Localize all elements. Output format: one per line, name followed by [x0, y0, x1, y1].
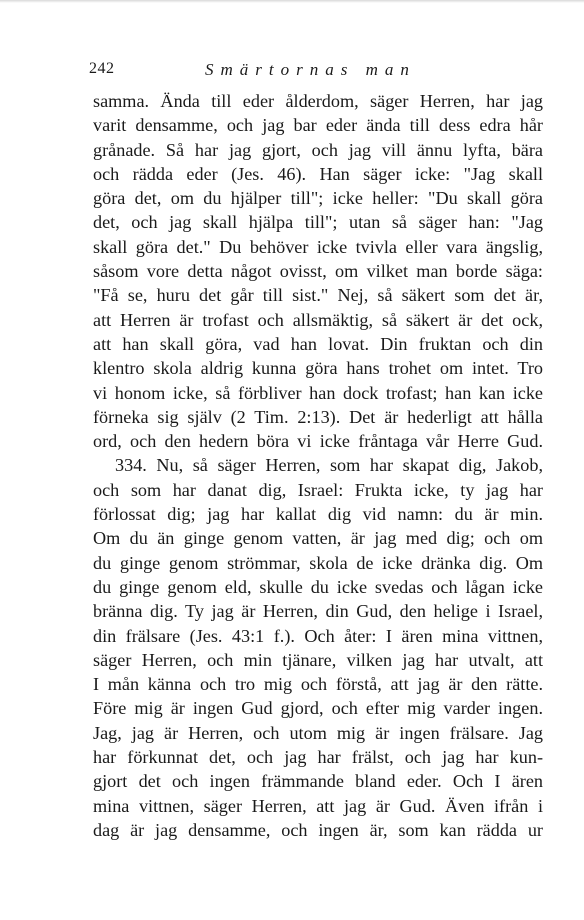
- text-line: och rädda eder (Jes. 46). Han säger icke: "Jag skall: [93, 163, 543, 184]
- text-line: vi honom icke, så förbliver han dock trofast; han kan icke: [93, 382, 543, 403]
- text-line: grånade. Så har jag gjort, och jag vill ännu lyfta, bära: [93, 139, 543, 160]
- text-line: säger Herren, och min tjänare, vilken jag har utvalt, att: [93, 649, 543, 670]
- text-line: skall göra det." Du behöver icke tvivla eller vara ängslig,: [93, 236, 543, 257]
- page-number: 242: [89, 60, 115, 77]
- text-line: göra det, om du hjälper till"; icke heller: "Du skall göra: [93, 188, 543, 209]
- text-line: I mån känna och tro mig och förstå, att jag är den rätte.: [93, 674, 543, 695]
- text-line: du ginge genom eld, skulle du icke svedas och lågan icke: [93, 576, 543, 597]
- text-line: förneka sig själv (2 Tim. 2:13). Det är hederligt att hålla: [93, 406, 543, 427]
- text-line: bränna dig. Ty jag är Herren, din Gud, den helige i Israel,: [93, 601, 543, 622]
- text-line: Före mig är ingen Gud gjord, och efter mig varder ingen.: [93, 698, 543, 719]
- text-line: samma. Ända till eder ålderdom, säger Herren, har jag: [93, 91, 543, 111]
- body-text: [93, 89, 543, 842]
- text-line: ord, och den hedern böra vi icke fråntaga vår Herre Gud.: [93, 431, 543, 452]
- text-line: du ginge genom strömmar, skola de icke dränka dig. Om: [93, 552, 543, 573]
- running-title: Smärtornas man: [205, 60, 416, 79]
- text-line: att Herren är trofast och allsmäktig, så säkert är det ock,: [93, 309, 543, 330]
- text-line: 334. Nu, så säger Herren, som har skapat dig, Jakob,: [115, 455, 543, 476]
- text-line: mina vittnen, säger Herren, att jag är Gud. Även ifrån i: [93, 795, 543, 816]
- text-line: din frälsare (Jes. 43:1 f.). Och åter: I ären mina vittnen,: [93, 625, 543, 646]
- text-line: det, och jag skall hjälpa till"; utan så säger han: "Jag: [93, 212, 543, 233]
- text-line: "Få se, huru det går till sist." Nej, så säkert som det är,: [93, 285, 543, 306]
- text-line: varit densamme, och jag bar eder ända till dess edra hår: [93, 115, 543, 136]
- text-line: har förkunnat det, och jag har frälst, och jag har kun-: [93, 747, 543, 768]
- text-line: att han skall göra, vad han lovat. Din fruktan och din: [93, 333, 543, 354]
- text-line: och som har danat dig, Israel: Frukta icke, ty jag har: [93, 479, 543, 500]
- text-line: dag är jag densamme, och ingen är, som kan rädda ur: [93, 819, 543, 840]
- text-line: gjort det och ingen främmande bland eder. Och I ären: [93, 771, 543, 792]
- text-line: Jag, jag är Herren, och utom mig är ingen frälsare. Jag: [93, 722, 543, 743]
- text-line: såsom vore detta något ovisst, om vilket man borde säga:: [93, 261, 543, 282]
- text-line: förlossat dig; jag har kallat dig vid namn: du är min.: [93, 504, 543, 525]
- text-line: klentro skola aldrig kunna göra hans trohet om intet. Tro: [93, 358, 543, 379]
- text-line: Om du än ginge genom vatten, är jag med dig; och om: [93, 528, 543, 549]
- top-edge-shadow: [0, 0, 584, 3]
